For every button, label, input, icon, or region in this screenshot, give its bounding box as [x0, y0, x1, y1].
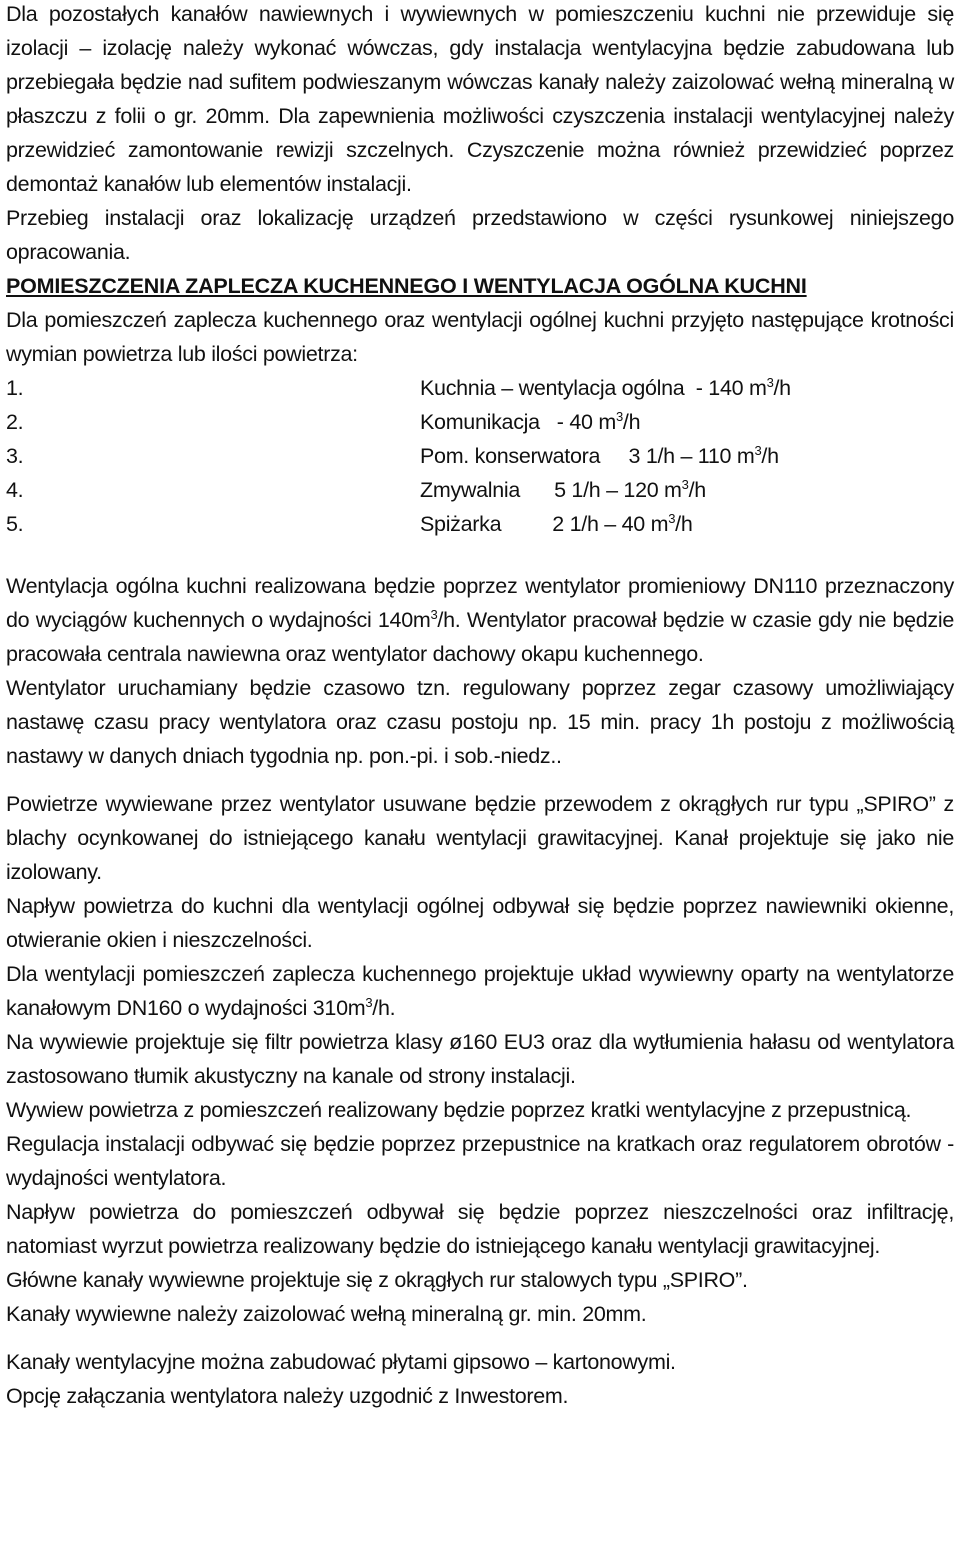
list-item-number: 1.	[6, 376, 24, 400]
paragraph-infiltration: Napływ powietrza do pomieszczeń odbywał się będzie poprzez nieszczelności oraz infiltrację, natomiast wyrzut powietrza realizowany będzie do istniejącego kanału wentylacji grawitacyjnej.	[6, 1200, 954, 1258]
paragraph-spiro-exhaust: Powietrze wywiewane przez wentylator usuwane będzie przewodem z okrągłych rur typu „SPIRO” z blachy ocynkowanej do istniejącego kanału wentylacji grawitacyjnej. Kanał projektuje się jako nie izolowany.	[6, 792, 954, 884]
list-item-number: 4.	[6, 478, 24, 502]
list-item-text: Spiżarka 2 1/h – 40 $m^3/h$	[420, 511, 693, 536]
list-item	[6, 507, 954, 541]
paragraph-main-ducts: Główne kanały wywiewne projektuje się z okrągłych rur stalowych typu „SPIRO”.	[6, 1268, 748, 1292]
list-item	[6, 405, 954, 439]
air-exchange-list	[6, 371, 954, 541]
paragraph-kitchen-inflow: Napływ powietrza do kuchni dla wentylacji ogólnej odbywał się będzie poprzez nawiewniki okienne, otwieranie okien i nieszczelności.	[6, 894, 954, 952]
paragraph-general-ventilation-fan: Wentylacja ogólna kuchni realizowana będzie poprzez wentylator promieniowy DN110 przeznaczony do wyciągów kuchennych o wydajności $140m^3/h$. Wentylator pracował będzie w czasie gdy nie będzie pracowała centrala nawiewna oraz wentylator dachowy okapu kuchennego.	[6, 574, 955, 666]
list-item-number: 5.	[6, 512, 24, 536]
list-item-text: Kuchnia – wentylacja ogólna - 140 $m^3/h$	[420, 375, 791, 400]
paragraph-drawings-reference: Przebieg instalacji oraz lokalizację urządzeń przedstawiono w części rysunkowej niniejszego opracowania.	[6, 206, 954, 264]
paragraph-drywall-enclosure: Kanały wentylacyjne można zabudować płytami gipsowo – kartonowymi.	[6, 1350, 676, 1374]
paragraph-duct-fan: Dla wentylacji pomieszczeń zaplecza kuchennego projektuje układ wywiewny oparty na wentylatorze kanałowym DN160 o wydajności $310m^3/h$.	[6, 962, 954, 1020]
list-item-number: 2.	[6, 410, 24, 434]
list-item	[6, 473, 954, 507]
paragraph-insulation-cleaning: Dla pozostałych kanałów nawiewnych i wywiewnych w pomieszczeniu kuchni nie przewiduje się izolacji – izolację należy wykonać wówczas, gdy instalacja wentylacyjna będzie zabudowana lub przebiegała będzie nad sufitem podwieszanym wówczas kanały należy zaizolować wełną mineralną w płaszczu z folii o gr. 20mm. Dla zapewnienia możliwości czyszczenia instalacji wentylacyjnej należy przewidzieć zamontowanie rewizji szczelnych. Czyszczenie można również przewidzieć poprzez demontaż kanałów lub elementów instalacji.	[6, 2, 954, 196]
section-intro: Dla pomieszczeń zaplecza kuchennego oraz wentylacji ogólnej kuchni przyjęto następujące krotności wymian powietrza lub ilości powietrza:	[6, 308, 954, 366]
paragraph-investor-agreement: Opcję załączania wentylatora należy uzgodnić z Inwestorem.	[6, 1384, 569, 1408]
list-item-text: Komunikacja - 40 $m^3/h$	[420, 409, 641, 434]
paragraph-filter-silencer: Na wywiewie projektuje się filtr powietrza klasy ø160 EU3 oraz dla wytłumienia hałasu od wentylatora zastosowano tłumik akustyczny na kanale od strony instalacji.	[6, 1030, 954, 1088]
paragraph-duct-insulation: Kanały wywiewne należy zaizolować wełną mineralną gr. min. 20mm.	[6, 1302, 647, 1326]
list-item	[6, 439, 954, 473]
list-item	[6, 371, 954, 405]
list-item-text: Pom. konserwatora 3 1/h – 110 $m^3/h$	[420, 443, 779, 468]
list-item-number: 3.	[6, 444, 24, 468]
paragraph-exhaust-grilles: Wywiew powietrza z pomieszczeń realizowany będzie poprzez kratki wentylacyjne z przepustnicą.	[6, 1098, 912, 1122]
list-item-text: Zmywalnia 5 1/h – 120 $m^3/h$	[420, 477, 706, 502]
paragraph-regulation: Regulacja instalacji odbywać się będzie poprzez przepustnice na kratkach oraz regulatorem obrotów - wydajności wentylatora.	[6, 1132, 954, 1190]
section-heading: POMIESZCZENIA ZAPLECZA KUCHENNEGO I WENTYLACJA OGÓLNA KUCHNI	[6, 274, 807, 298]
paragraph-fan-timer: Wentylator uruchamiany będzie czasowo tzn. regulowany poprzez zegar czasowy umożliwiający nastawę czasu pracy wentylatora oraz czasu postoju np. 15 min. pracy 1h postoju z możliwością nastawy w danych dniach tygodnia np. pon.-pi. i sob.-niedz..	[6, 676, 954, 768]
